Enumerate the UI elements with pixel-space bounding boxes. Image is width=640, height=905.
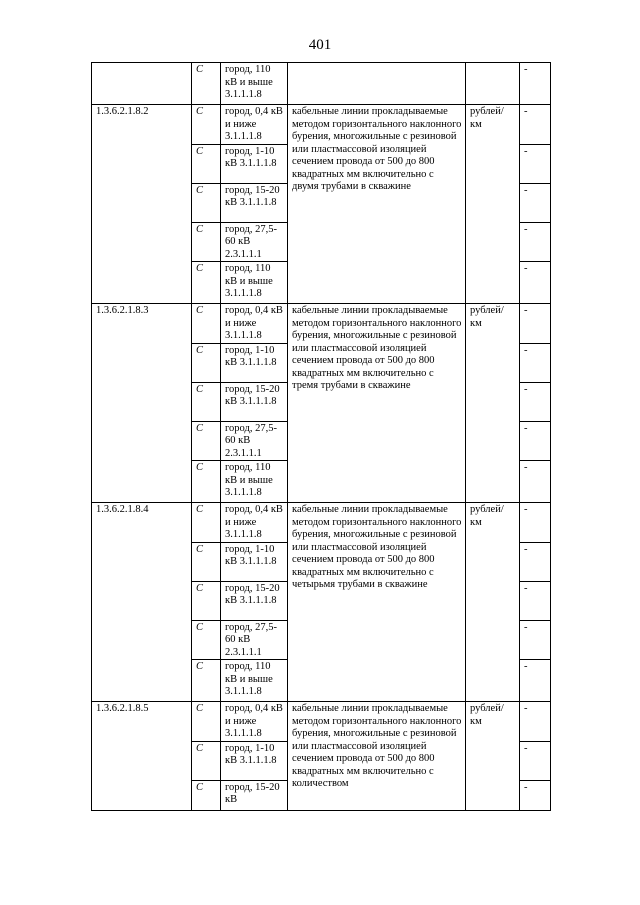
voltage-cell: город, 15-20 кВ xyxy=(221,780,288,810)
value-cell: - xyxy=(520,660,551,702)
value-cell: - xyxy=(520,304,551,344)
voltage-cell: город, 1-10 кВ 3.1.1.1.8 xyxy=(221,343,288,382)
voltage-cell: город, 27,5-60 кВ 2.3.1.1.1 xyxy=(221,222,288,262)
value-cell: - xyxy=(520,542,551,581)
unit-cell: рублей/ км xyxy=(466,304,520,503)
value-cell: - xyxy=(520,183,551,222)
table-row xyxy=(92,702,551,742)
letter-cell: С xyxy=(192,183,221,222)
unit-cell xyxy=(466,63,520,105)
voltage-cell: город, 27,5-60 кВ 2.3.1.1.1 xyxy=(221,421,288,461)
voltage-cell: город, 0,4 кВ и ниже 3.1.1.1.8 xyxy=(221,304,288,344)
value-cell: - xyxy=(520,105,551,145)
code-cell xyxy=(92,63,192,105)
value-cell: - xyxy=(520,461,551,503)
letter-cell: С xyxy=(192,620,221,660)
unit-cell: рублей/ км xyxy=(466,702,520,811)
description-cell: кабельные линии прокладываемые методом горизонтального наклонного бурения, многожильные с резиновой или пластмассовой изоляцией сечением провода от 500 до 800 квадратных мм включительно с количеством xyxy=(288,702,466,811)
value-cell: - xyxy=(520,421,551,461)
value-cell: - xyxy=(520,262,551,304)
unit-cell: рублей/ км xyxy=(466,503,520,702)
voltage-cell: город, 27,5-60 кВ 2.3.1.1.1 xyxy=(221,620,288,660)
value-cell: - xyxy=(520,63,551,105)
voltage-cell: город, 0,4 кВ и ниже 3.1.1.1.8 xyxy=(221,503,288,543)
unit-cell: рублей/ км xyxy=(466,105,520,304)
voltage-cell: город, 110 кВ и выше 3.1.1.1.8 xyxy=(221,660,288,702)
value-cell: - xyxy=(520,581,551,620)
code-cell: 1.3.6.2.1.8.2 xyxy=(92,105,192,304)
value-cell: - xyxy=(520,382,551,421)
value-cell: - xyxy=(520,780,551,810)
voltage-cell: город, 15-20 кВ 3.1.1.1.8 xyxy=(221,581,288,620)
letter-cell: С xyxy=(192,702,221,742)
letter-cell: С xyxy=(192,63,221,105)
letter-cell: С xyxy=(192,222,221,262)
voltage-cell: город, 110 кВ и выше 3.1.1.1.8 xyxy=(221,63,288,105)
value-cell: - xyxy=(520,741,551,780)
tariff-table xyxy=(91,62,551,811)
code-cell: 1.3.6.2.1.8.4 xyxy=(92,503,192,702)
letter-cell: С xyxy=(192,262,221,304)
value-cell: - xyxy=(520,620,551,660)
letter-cell: С xyxy=(192,461,221,503)
letter-cell: С xyxy=(192,581,221,620)
voltage-cell: город, 15-20 кВ 3.1.1.1.8 xyxy=(221,183,288,222)
voltage-cell: город, 110 кВ и выше 3.1.1.1.8 xyxy=(221,461,288,503)
letter-cell: С xyxy=(192,304,221,344)
value-cell: - xyxy=(520,702,551,742)
value-cell: - xyxy=(520,343,551,382)
voltage-cell: город, 1-10 кВ 3.1.1.1.8 xyxy=(221,741,288,780)
voltage-cell: город, 110 кВ и выше 3.1.1.1.8 xyxy=(221,262,288,304)
value-cell: - xyxy=(520,503,551,543)
letter-cell: С xyxy=(192,503,221,543)
table-row xyxy=(92,304,551,344)
letter-cell: С xyxy=(192,105,221,145)
voltage-cell: город, 0,4 кВ и ниже 3.1.1.1.8 xyxy=(221,105,288,145)
voltage-cell: город, 0,4 кВ и ниже 3.1.1.1.8 xyxy=(221,702,288,742)
table-row-continuation xyxy=(92,63,551,105)
letter-cell: С xyxy=(192,144,221,183)
voltage-cell: город, 15-20 кВ 3.1.1.1.8 xyxy=(221,382,288,421)
letter-cell: С xyxy=(192,421,221,461)
code-cell: 1.3.6.2.1.8.3 xyxy=(92,304,192,503)
table-row xyxy=(92,503,551,543)
description-cell: кабельные линии прокладываемые методом горизонтального наклонного бурения, многожильные с резиновой или пластмассовой изоляцией сечением провода от 500 до 800 квадратных мм включительно с четырьмя трубами в скважине xyxy=(288,503,466,702)
letter-cell: С xyxy=(192,660,221,702)
page-number: 401 xyxy=(308,37,332,53)
description-cell: кабельные линии прокладываемые методом горизонтального наклонного бурения, многожильные с резиновой или пластмассовой изоляцией сечением провода от 500 до 800 квадратных мм включительно с двумя трубами в скважине xyxy=(288,105,466,304)
letter-cell: С xyxy=(192,542,221,581)
table-row xyxy=(92,105,551,145)
letter-cell: С xyxy=(192,780,221,810)
description-cell: кабельные линии прокладываемые методом горизонтального наклонного бурения, многожильные с резиновой или пластмассовой изоляцией сечением провода от 500 до 800 квадратных мм включительно с тремя трубами в скважине xyxy=(288,304,466,503)
tariff-table-body xyxy=(92,63,551,811)
description-cell xyxy=(288,63,466,105)
letter-cell: С xyxy=(192,741,221,780)
letter-cell: С xyxy=(192,343,221,382)
value-cell: - xyxy=(520,144,551,183)
voltage-cell: город, 1-10 кВ 3.1.1.1.8 xyxy=(221,144,288,183)
value-cell: - xyxy=(520,222,551,262)
letter-cell: С xyxy=(192,382,221,421)
voltage-cell: город, 1-10 кВ 3.1.1.1.8 xyxy=(221,542,288,581)
code-cell: 1.3.6.2.1.8.5 xyxy=(92,702,192,811)
